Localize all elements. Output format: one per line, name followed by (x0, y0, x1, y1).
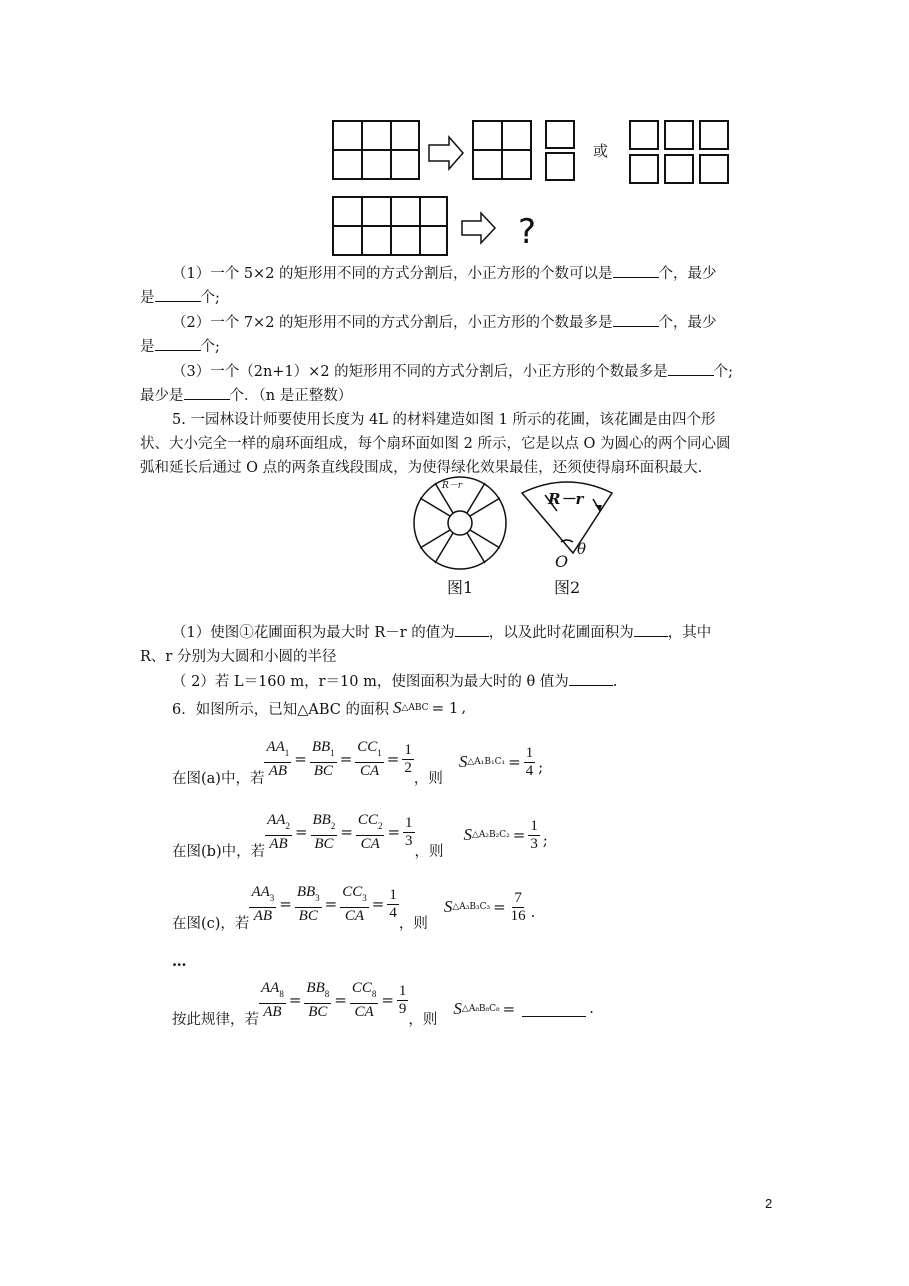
q4-line6: 最少是 个．（n 是正整数） (140, 385, 352, 406)
fraction: $\frac{1}{3}$ (530, 817, 538, 852)
fraction: $\frac{BB_8}{BC}$ (306, 979, 330, 1020)
fraction: $\frac{CC_1}{CA}$ (357, 738, 382, 779)
q6-line1: 6．如图所示，已知△ABC 的面积 S △ABC = 1 , (172, 698, 467, 718)
fig2-label: R－r (548, 490, 584, 508)
answer-blank[interactable] (668, 361, 714, 376)
fig2-o-label: O (555, 552, 569, 571)
answer-blank[interactable] (634, 622, 668, 637)
q6-case-a: 在图(a)中，若 $\frac{AA_1}{AB}$ = $\frac{BB_1}{BC}$ = $\frac{CC_1}{CA}$ = $\frac{1}{2}$ ，则 S △A₁B₁C₁ = $\frac{1}{4}$ ; (172, 738, 544, 787)
q5-line2: 状、大小完全一样的扇环面组成，每个扇环面如图 2 所示，它是以点 O 为圆心的两个同心圆 (140, 436, 731, 452)
q5-sub1-cont: R、r 分别为大圆和小圆的半径 (140, 649, 337, 665)
q4-line5: （3）一个（2n+1）×2 的矩形用不同的方式分割后，小正方形的个数最多是 个; (172, 361, 733, 382)
fraction: $\frac{CC_2}{CA}$ (357, 811, 383, 852)
q6-case-c: 在图(c)，若 $\frac{AA_3}{AB}$ = $\frac{BB_3}{BC}$ = $\frac{CC_3}{CA}$ = $\frac{1}{4}$ ，则 S △A₃B₃C₃ = $\frac{7}{16}$ . (172, 883, 536, 932)
answer-blank[interactable] (184, 385, 230, 400)
answer-blank[interactable] (613, 263, 659, 278)
fig2-theta-label: θ (577, 540, 587, 558)
fraction: $\frac{BB_1}{BC}$ (311, 738, 335, 779)
fig1-label: R－r (442, 481, 463, 491)
q5-sub1: （1）使图①花圃面积为最大时 R－r 的值为 ，以及此时花圃面积为 ，其中 (172, 622, 711, 643)
q6-final: 按此规律，若 $\frac{AA_8}{AB}$ = $\frac{BB_8}{BC}$ = $\frac{CC_8}{CA}$ = $\frac{1}{9}$ ，则 S △A₈B₈C₈ = . (172, 979, 594, 1028)
garden-figure (405, 475, 625, 600)
answer-blank[interactable] (522, 1002, 586, 1017)
fraction: $\frac{BB_3}{BC}$ (296, 883, 320, 924)
fraction: $\frac{1}{4}$ (389, 886, 397, 921)
answer-blank[interactable] (455, 622, 489, 637)
fraction: $\frac{AA_8}{AB}$ (261, 979, 284, 1020)
q4-line2: 是 个; (140, 287, 220, 308)
q6-case-b: 在图(b)中，若 $\frac{AA_2}{AB}$ = $\frac{BB_2}{BC}$ = $\frac{CC_2}{CA}$ = $\frac{1}{3}$ ，则 S △A₂B₂C₂ = $\frac{1}{3}$ ; (172, 811, 548, 860)
fraction: $\frac{1}{3}$ (405, 814, 413, 849)
q4-line4: 是 个; (140, 336, 220, 357)
q4-line3: （2）一个 7×2 的矩形用不同的方式分割后，小正方形的个数最多是 个，最少 (172, 312, 717, 333)
q5-line1: 5. 一园林设计师要使用长度为 4L 的材料建造如图 1 所示的花圃，该花圃是由四个形 (172, 412, 716, 428)
fraction: $\frac{BB_2}{BC}$ (312, 811, 336, 852)
fraction: $\frac{AA_1}{AB}$ (266, 738, 290, 779)
answer-blank[interactable] (613, 312, 659, 327)
fraction: $\frac{1}{2}$ (404, 741, 412, 776)
answer-blank[interactable] (569, 671, 613, 686)
answer-blank[interactable] (155, 287, 201, 302)
fraction: $\frac{AA_3}{AB}$ (251, 883, 275, 924)
fig1-caption: 图1 (447, 578, 474, 597)
fraction: $\frac{CC_3}{CA}$ (342, 883, 367, 924)
fraction: $\frac{CC_8}{CA}$ (351, 979, 377, 1020)
q5-sub2: （ 2）若 L＝160 m，r＝10 m，使图面积为最大时的 θ 值为 . (172, 671, 617, 692)
question-mark: ? (518, 212, 537, 252)
q5-line3: 弧和延长后通过 O 点的两条直线段围成，为使得绿化效果最佳，还须使得扇环面积最大. (140, 460, 703, 476)
fraction: $\frac{7}{16}$ (510, 889, 526, 924)
fraction: $\frac{AA_2}{AB}$ (267, 811, 290, 852)
q6-ellipsis: … (172, 953, 187, 970)
fraction: $\frac{1}{9}$ (398, 982, 407, 1017)
fig2-caption: 图2 (554, 578, 581, 597)
or-label: 或 (593, 142, 609, 160)
q4-line1: （1）一个 5×2 的矩形用不同的方式分割后，小正方形的个数可以是 个，最少 (172, 263, 717, 284)
page-number: 2 (765, 1196, 773, 1211)
fraction: $\frac{1}{4}$ (525, 744, 534, 779)
answer-blank[interactable] (155, 336, 201, 351)
